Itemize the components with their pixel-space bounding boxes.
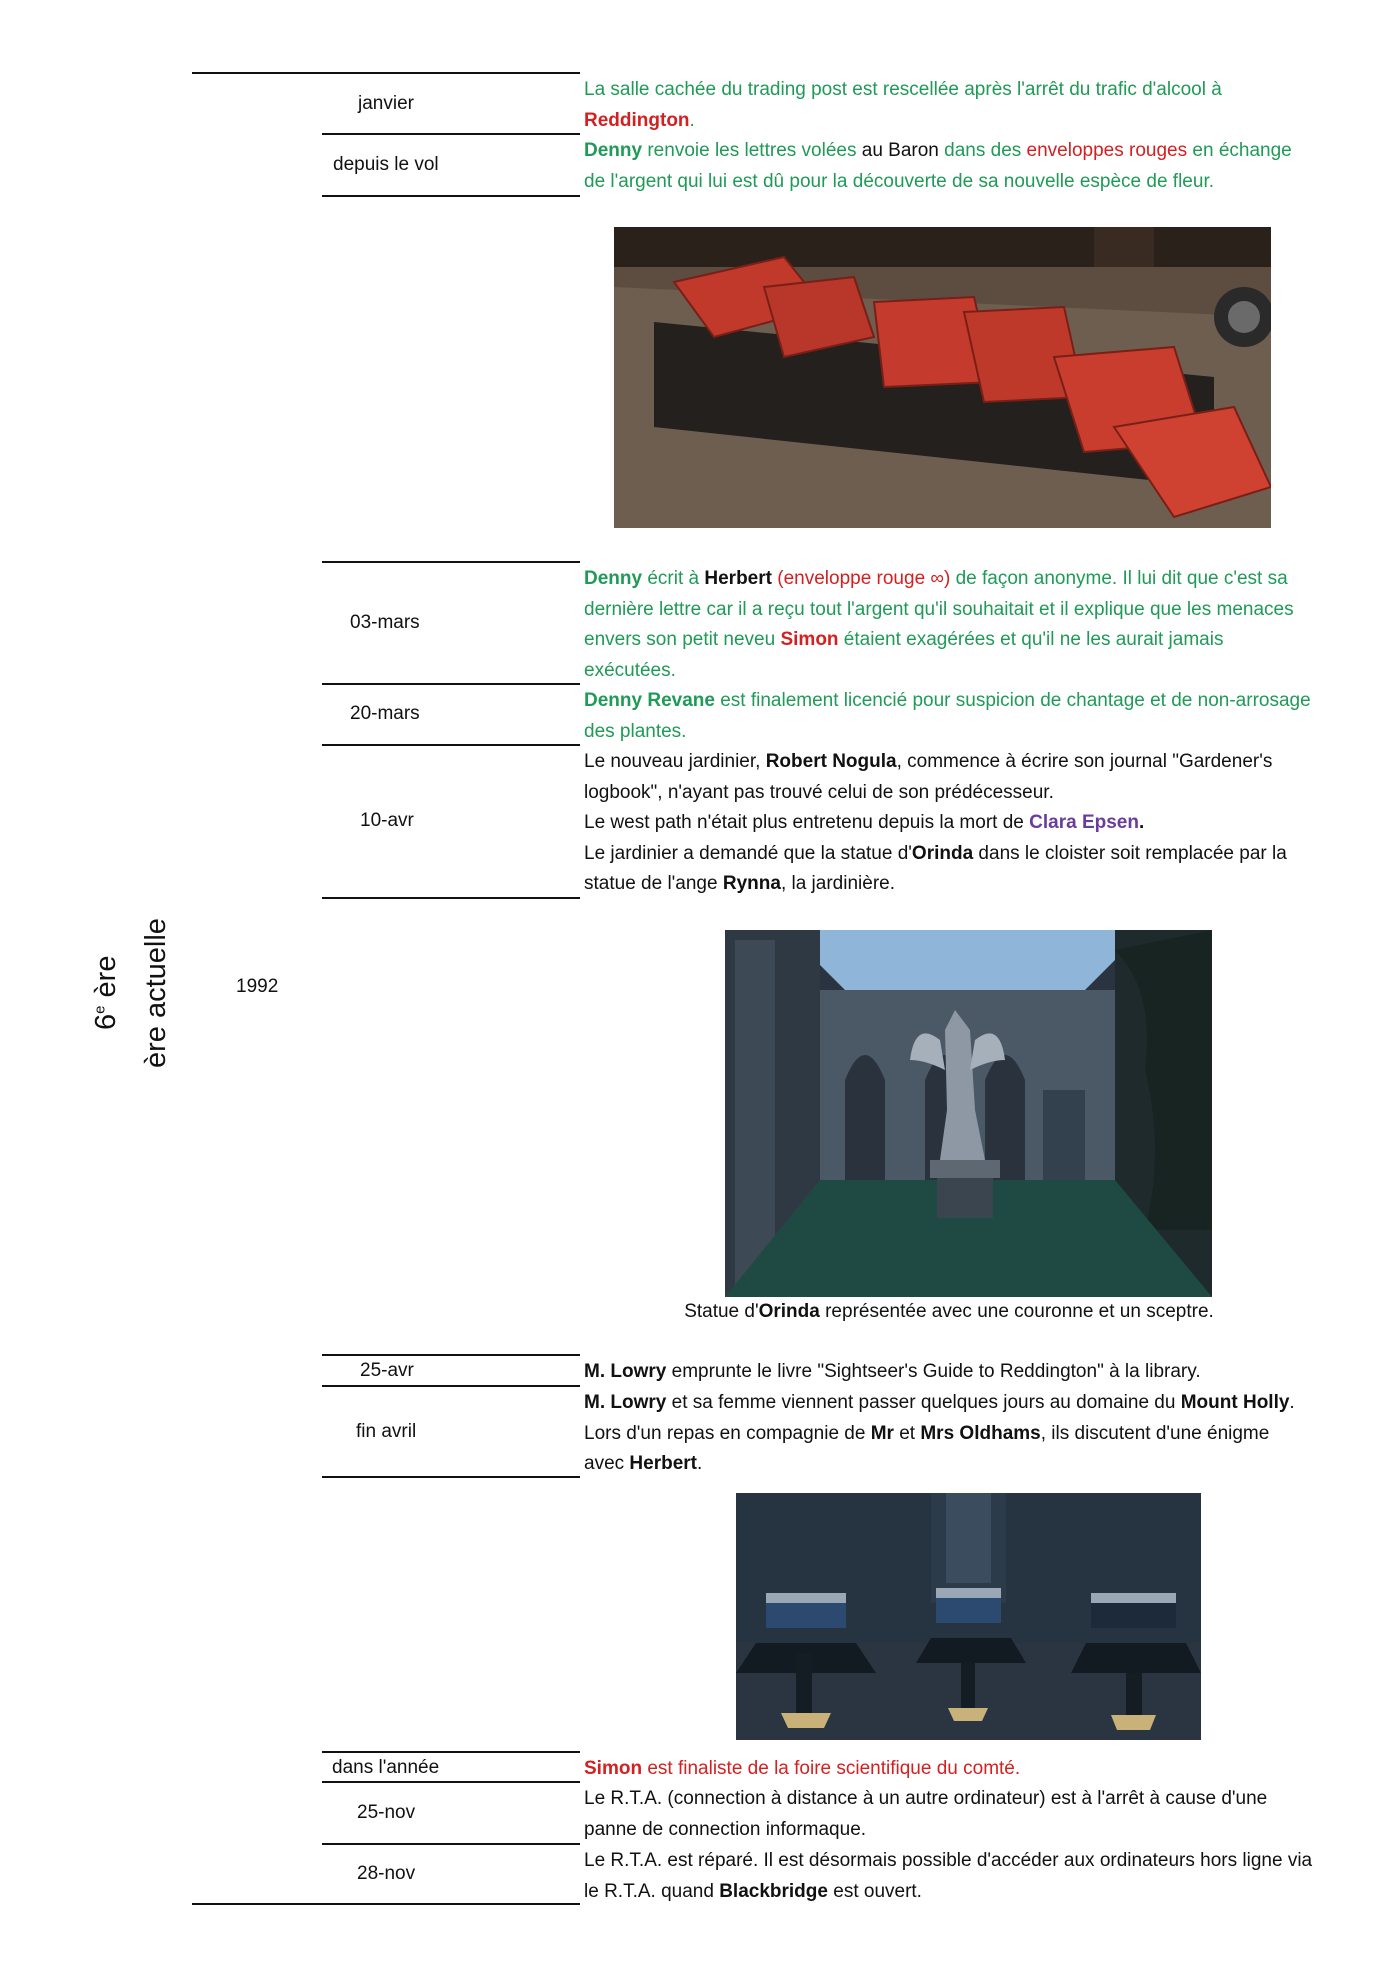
date-janvier: janvier [358, 93, 414, 114]
era-word: ère [90, 955, 122, 1006]
date-03-mars: 03-mars [350, 612, 420, 633]
era-name: ère actuelle [140, 918, 172, 1068]
divider [322, 1385, 580, 1387]
red-envelopes-image [614, 227, 1271, 528]
cloister-statue-image [725, 930, 1212, 1297]
divider [322, 1354, 580, 1356]
date-25-avr: 25-avr [360, 1360, 414, 1381]
event-dans-annee: Simon est finaliste de la foire scientifique du comté. [584, 1758, 1021, 1779]
date-dans-annee: dans l'année [332, 1757, 440, 1778]
divider [322, 897, 580, 899]
year-label: 1992 [236, 976, 279, 997]
event-20-mars: Denny Revane est finalement licencié pour suspicion de chantage et de non-arrosage des plantes. [584, 690, 1311, 742]
divider [322, 683, 580, 685]
event-25-avr: M. Lowry emprunte le livre "Sightseer's Guide to Reddington" à la library. [584, 1361, 1201, 1382]
date-fin-avril: fin avril [356, 1421, 417, 1442]
divider [322, 1781, 580, 1783]
pedestals-image [736, 1493, 1201, 1740]
divider [322, 1843, 580, 1845]
table-top-line [192, 72, 580, 74]
statue-caption: Statue d'Orinda représentée avec une couronne et un sceptre. [684, 1301, 1214, 1322]
era-label [90, 956, 123, 1030]
event-fin-avril: M. Lowry et sa femme viennent passer quelques jours au domaine du Mount Holly. Lors d'un repas en compagnie de Mr et Mrs Oldhams, ils discutent d'une énigme avec Herbert. [584, 1392, 1295, 1474]
event-03-mars: Denny écrit à Herbert (enveloppe rouge ∞) de façon anonyme. Il lui dit que c'est sa dernière lettre car il a reçu tout l'argent qu'il souhaitait et il explique que les menaces envers son petit neveu Simon étaient exagérées et qu'il ne les aurait jamais exécutées. [584, 568, 1294, 681]
event-depuis-vol: Denny renvoie les lettres volées au Baron dans des enveloppes rouges en échange de l'argent qui lui est dû pour la découverte de sa nouvelle espèce de fleur. [584, 140, 1292, 192]
divider [322, 1751, 580, 1753]
divider [322, 133, 580, 135]
event-janvier: La salle cachée du trading post est rescellée après l'arrêt du trafic d'alcool à Reddington. [584, 79, 1222, 131]
event-25-nov: Le R.T.A. (connection à distance à un autre ordinateur) est à l'arrêt à cause d'une panne de connection informaque. [584, 1788, 1268, 1840]
era-sup: e [91, 1005, 109, 1014]
date-depuis-vol: depuis le vol [333, 154, 439, 175]
date-10-avr: 10-avr [360, 810, 414, 831]
divider [322, 195, 580, 197]
date-28-nov: 28-nov [357, 1863, 416, 1884]
event-28-nov: Le R.T.A. est réparé. Il est désormais possible d'accéder aux ordinateurs hors ligne via le R.T.A. quand Blackbridge est ouvert. [584, 1850, 1313, 1902]
divider [322, 1476, 580, 1478]
date-25-nov: 25-nov [357, 1802, 416, 1823]
date-20-mars: 20-mars [350, 703, 420, 724]
event-10-avr: Le nouveau jardinier, Robert Nogula, commence à écrire son journal "Gardener's logbook", n'ayant pas trouvé celui de son prédécesseur. Le west path n'était plus entretenu depuis la mort de Clara Epsen. Le jardinier a demandé que la statue d'Orinda dans le cloister soit remplacée par la statue de l'ange Rynna, la jardinière. [584, 751, 1287, 894]
table-bottom-line [192, 1903, 580, 1905]
divider [322, 561, 580, 563]
divider [322, 744, 580, 746]
era-number: 6 [90, 1013, 122, 1030]
